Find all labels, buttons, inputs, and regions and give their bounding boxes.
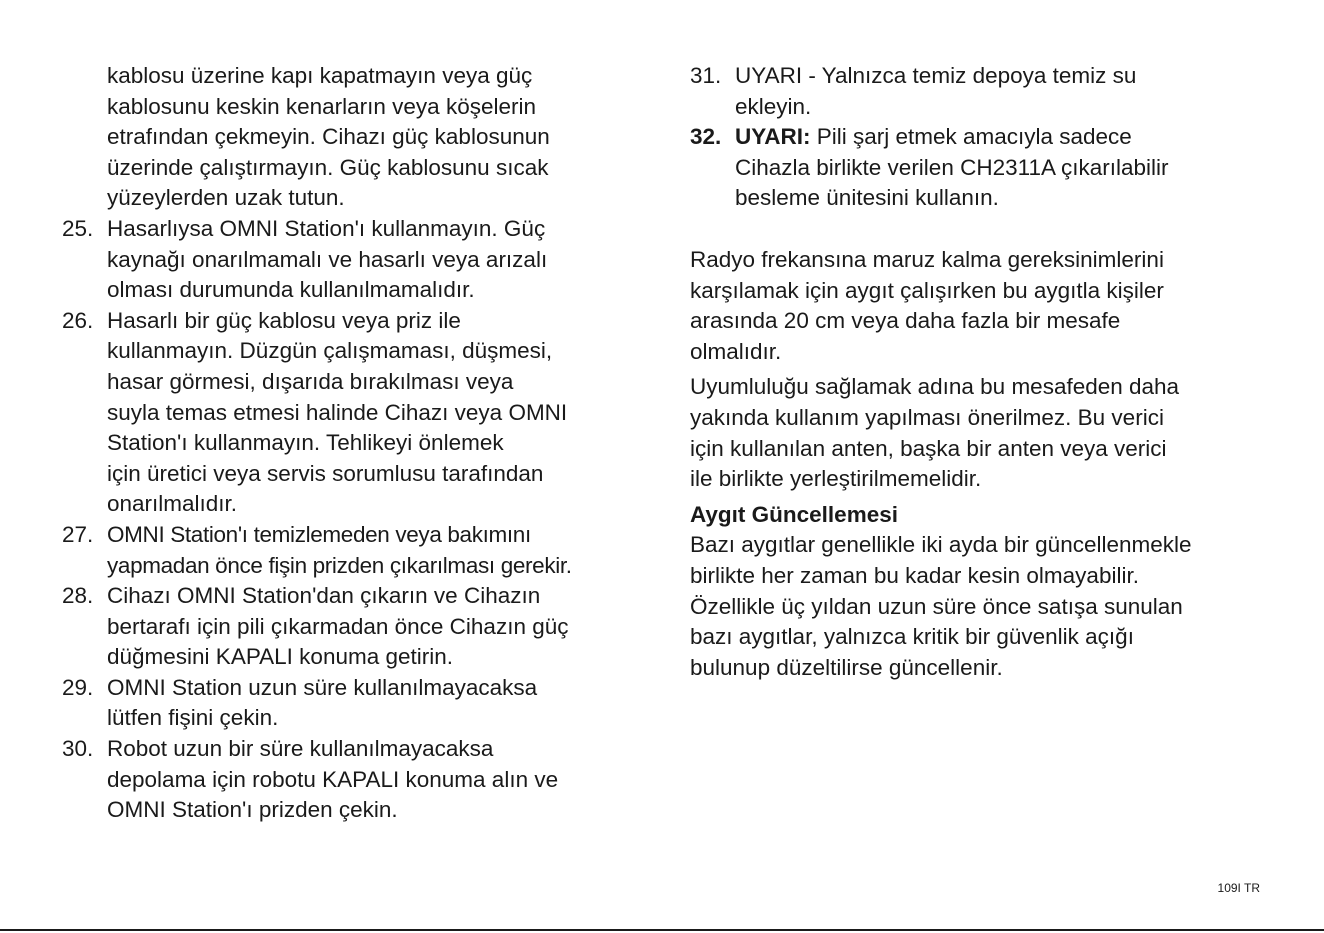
item-number: 26.: [62, 307, 94, 333]
item-number: 28.: [62, 583, 94, 609]
item-number: 25.: [62, 215, 94, 241]
item-text: OMNI Station'ı temizlemeden veya bakımını yapmadan önce fişin prizden çıkarılması gerekir.: [107, 521, 572, 578]
item-text: Robot uzun bir süre kullanılmayacaksa depolama için robotu KAPALI konuma alın ve OMNI Station'ı prizden çekin.: [107, 736, 559, 823]
item-text: Cihazı OMNI Station'dan çıkarın ve Cihazın bertarafı için pili çıkarmadan önce Cihazın güç düğmesini KAPALI konuma getirin.: [107, 583, 569, 670]
item-number: 31.: [690, 63, 722, 88]
section-heading: Aygıt Güncellemesi: [690, 501, 898, 527]
update-paragraph: Bazı aygıtlar genellikle iki ayda bir güncellenmekle birlikte her zaman bu kadar kesin olmayabilir. Özellikle üç yıldan uzun süre önce satışa sunulan bazı aygıtlar, yalnızca kritik bir güvenlik açığı bulunup düzeltilirse güncellenir.: [690, 532, 1192, 680]
item-number: 27.: [62, 521, 94, 547]
left-column: [62, 61, 652, 826]
item-text: UYARI - Yalnızca temiz depoya temiz su ekleyin.: [735, 63, 1137, 119]
item-text: UYARI: Pili şarj etmek amacıyla sadece Cihazla birlikte verilen CH2311A çıkarılabilir besleme ünitesini kullanın.: [735, 124, 1169, 211]
bottom-divider: [0, 929, 1324, 931]
spacer: [690, 214, 1290, 245]
item-number: 29.: [62, 674, 94, 700]
list-item-25: [62, 214, 652, 306]
list-item-27: [62, 520, 652, 581]
rf-exposure-paragraph: Radyo frekansına maruz kalma gereksinimlerini karşılamak için aygıt çalışırken bu aygıtla kişiler arasında 20 cm veya daha fazla bir mesafe olmalıdır.: [690, 246, 1164, 364]
warning-label: UYARI:: [735, 124, 811, 150]
item-number: 32.: [690, 124, 722, 150]
list-item-28: [62, 581, 652, 673]
list-item-31: [690, 61, 1290, 122]
list-item-26: [62, 306, 652, 520]
item-text: OMNI Station uzun süre kullanılmayacaksa lütfen fişini çekin.: [107, 674, 538, 731]
list-item-30: [62, 734, 652, 826]
list-item-29: [62, 673, 652, 734]
item-text: Hasarlı bir güç kablosu veya priz ile kullanmayın. Düzgün çalışmaması, düşmesi, hasar görmesi, dışarıda bırakılması veya suyla temas etmesi halinde Cihazı veya OMNI Station'ı kullanmayın. Tehlikeyi önlemek için üretici veya servis sorumlusu tarafından onarılmalıdır.: [107, 307, 568, 517]
continuation-text: kablosu üzerine kapı kapatmayın veya güç kablosunu keskin kenarların veya köşelerin etrafından çekmeyin. Cihazı güç kablosunun üzerinde çalıştırmayın. Güç kablosunu sıcak yüzeylerden uzak tutun.: [107, 63, 550, 211]
list-item-32: [690, 122, 1290, 214]
right-column: [690, 61, 1290, 688]
item-number: 30.: [62, 736, 94, 762]
page-number: 109I TR: [1217, 881, 1260, 895]
compliance-paragraph: Uyumluluğu sağlamak adına bu mesafeden daha yakında kullanım yapılması önerilmez. Bu verici için kullanılan anten, başka bir anten veya verici ile birlikte yerleştirilmemelidir.: [690, 374, 1180, 492]
item-text: Hasarlıysa OMNI Station'ı kullanmayın. Güç kaynağı onarılmamalı ve hasarlı veya arızalı olması durumunda kullanılmamalıdır.: [107, 215, 548, 303]
